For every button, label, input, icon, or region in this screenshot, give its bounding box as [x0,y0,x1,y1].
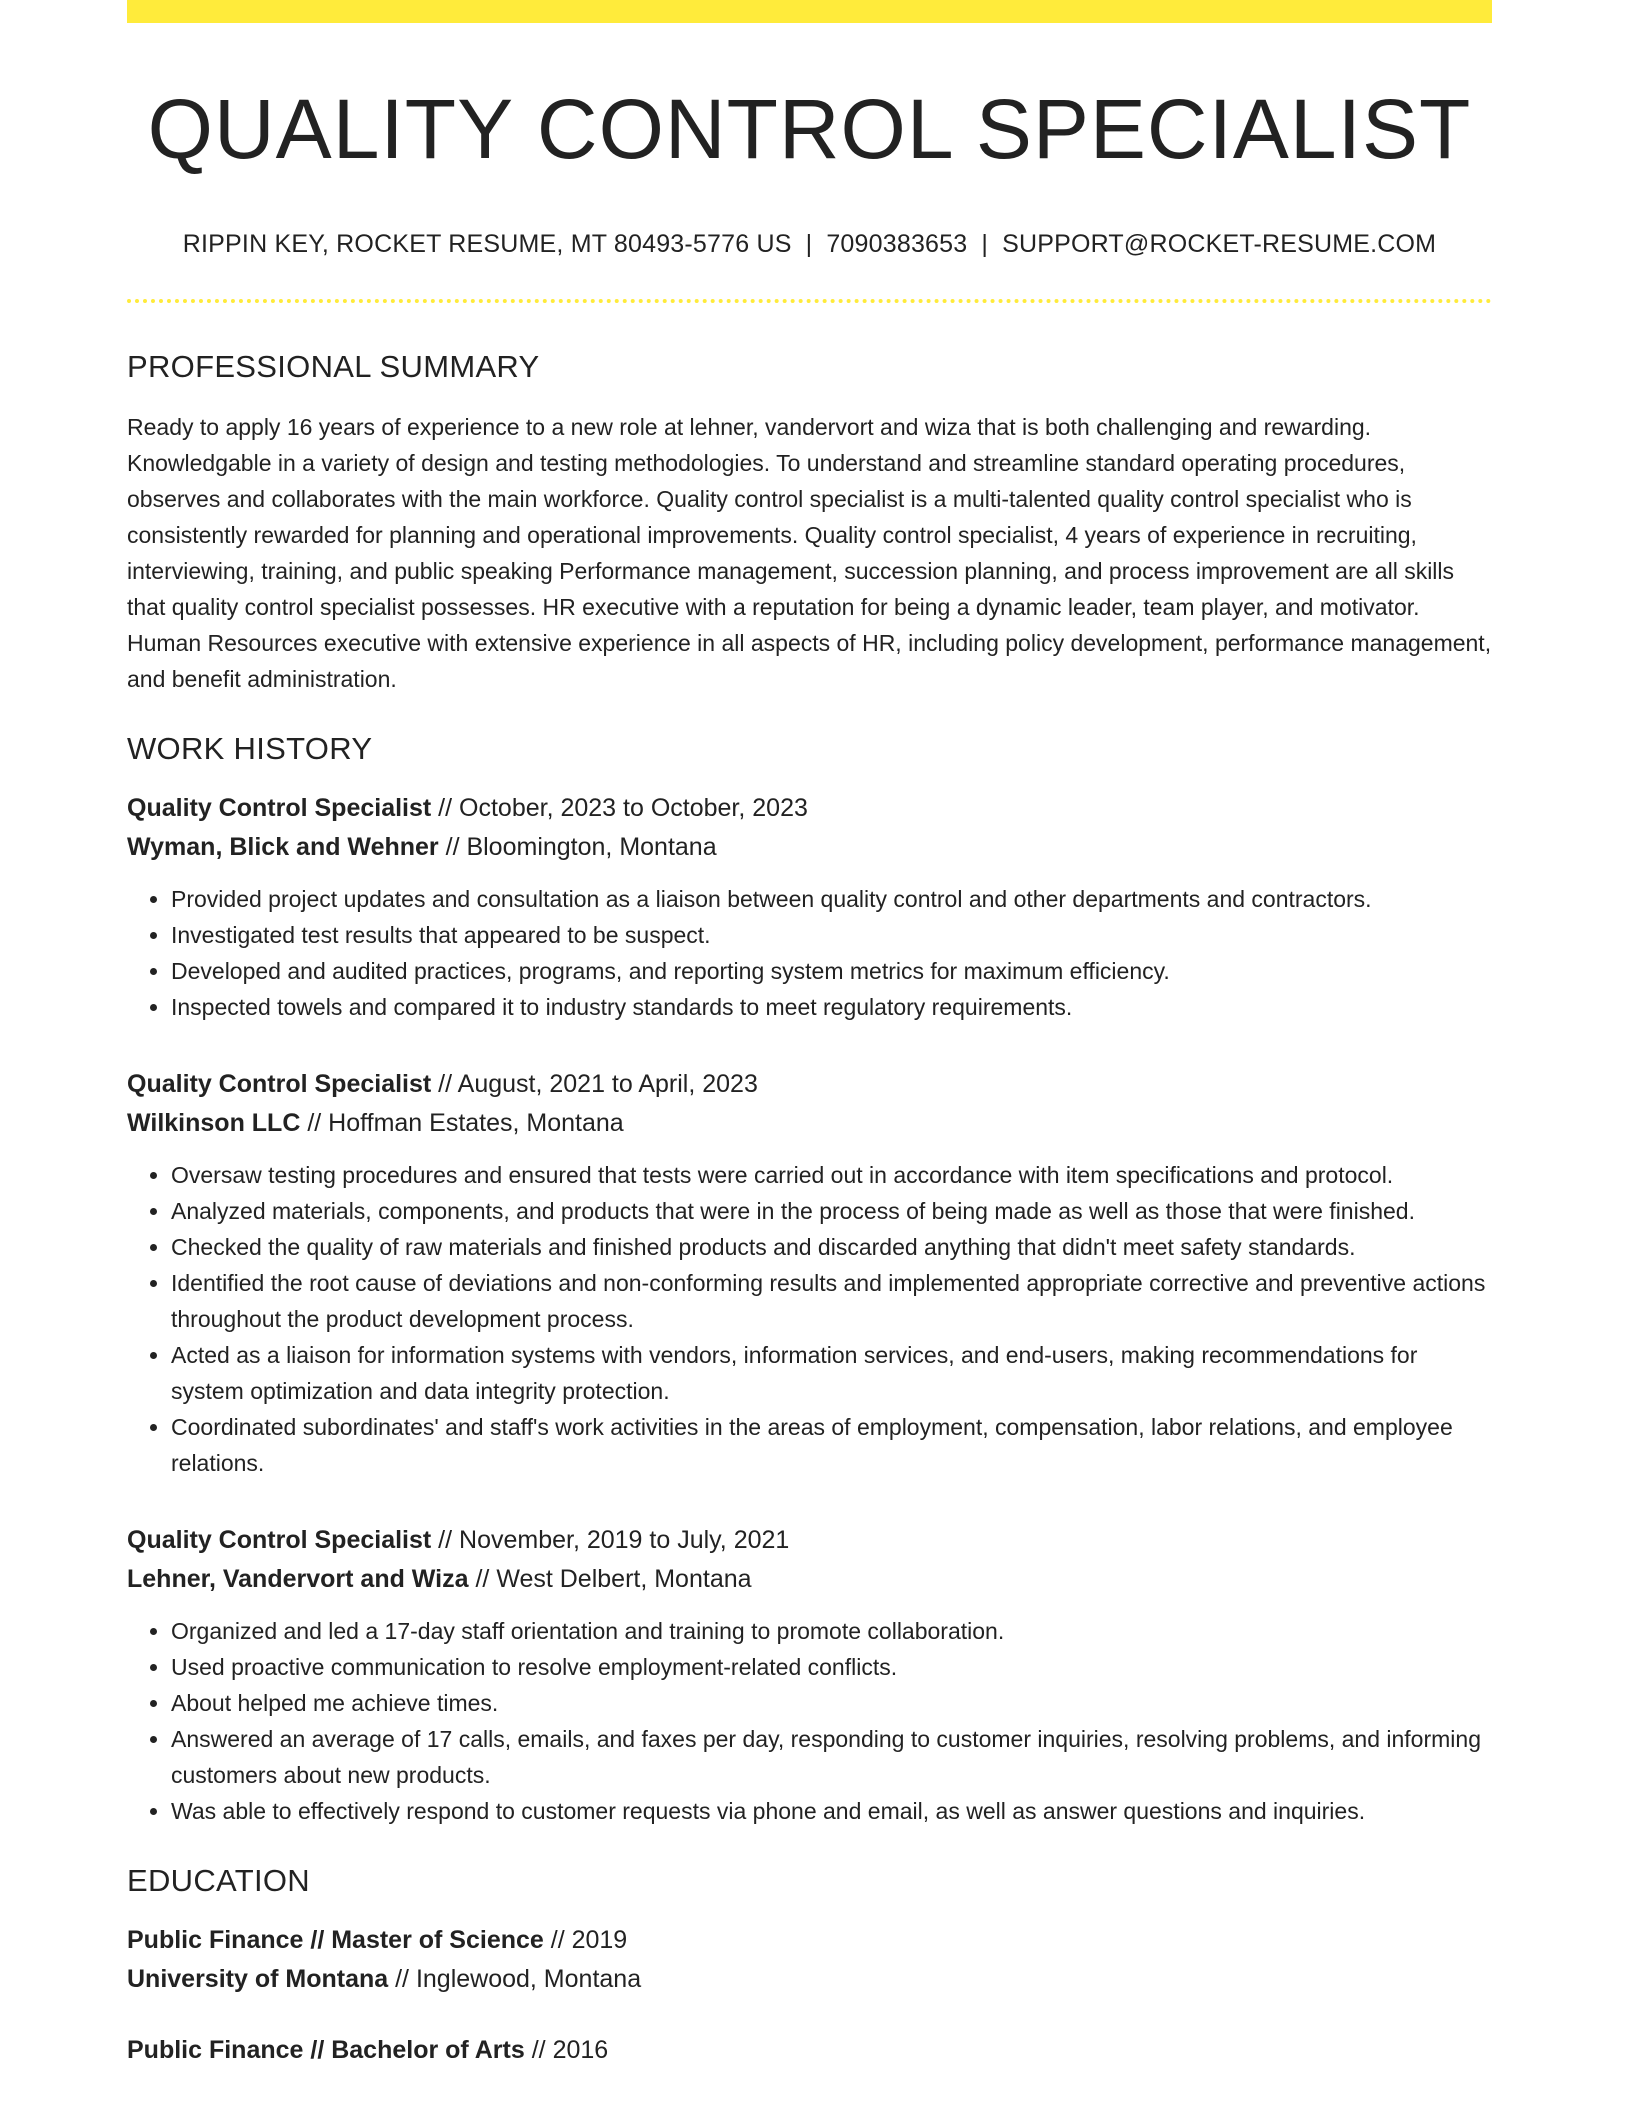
education-entry [127,1921,1492,1999]
job-company-line [127,1104,1492,1143]
school-line [127,1960,1492,1999]
job-bullet: • Oversaw testing procedures and ensured that tests were carried out in accordance with item specifications and protocol. [171,1157,1492,1193]
job-bullet: • Developed and audited practices, programs, and reporting system metrics for maximum efficiency. [171,953,1492,989]
job-dates: // November, 2019 to July, 2021 [431,1526,790,1555]
dotted-divider [127,299,1492,303]
job-location: // Bloomington, Montana [438,833,717,862]
job-bullet: • Was able to effectively respond to customer requests via phone and email, as well as answer questions and inquiries. [171,1793,1492,1829]
job-company-line [127,828,1492,867]
contact-line [127,230,1492,259]
degree-line [127,2031,1492,2070]
degree-year: // 2016 [524,2036,609,2065]
top-accent-bar [127,0,1492,23]
contact-separator: | [805,230,813,259]
job-title: Quality Control Specialist [127,1526,432,1555]
job-bullet: • Acted as a liaison for information systems with vendors, information services, and end-users, making recommendations for system optimization and data integrity protection. [171,1337,1492,1409]
contact-phone: 7090383653 [826,230,968,259]
resume-name: QUALITY CONTROL SPECIALIST [147,82,1472,176]
job-title: Quality Control Specialist [127,794,432,823]
contact-email: SUPPORT@ROCKET-RESUME.COM [1002,230,1437,259]
job-dates: // October, 2023 to October, 2023 [431,794,808,823]
job-dates: // August, 2021 to April, 2023 [431,1070,758,1099]
job-title-line [127,1065,1492,1104]
school-location: // Inglewood, Montana [388,1965,642,1994]
resume-page [127,0,1492,2070]
degree-line [127,1921,1492,1960]
job-bullet: • Identified the root cause of deviations and non-conforming results and implemented appropriate corrective and preventive actions throughout the product development process. [171,1265,1492,1337]
job-bullet: • Analyzed materials, components, and products that were in the process of being made as well as those that were finished. [171,1193,1492,1229]
job-entry [127,789,1492,1025]
job-title-line [127,1521,1492,1560]
job-location: // West Delbert, Montana [468,1565,752,1594]
education-heading: EDUCATION [127,1863,310,1899]
school: University of Montana [127,1965,389,1994]
job-title: Quality Control Specialist [127,1070,432,1099]
job-bullet: • Checked the quality of raw materials and finished products and discarded anything that didn't meet safety standards. [171,1229,1492,1265]
job-entry [127,1065,1492,1481]
job-bullet: • Investigated test results that appeared to be suspect. [171,917,1492,953]
job-bullet: • Provided project updates and consultation as a liaison between quality control and other departments and contractors. [171,881,1492,917]
degree: Public Finance // Bachelor of Arts [127,2036,525,2065]
education-entry [127,2031,1492,2070]
job-location: // Hoffman Estates, Montana [300,1109,624,1138]
job-bullets [127,1613,1492,1829]
job-company: Lehner, Vandervort and Wiza [127,1565,469,1594]
job-bullet: • Used proactive communication to resolve employment-related conflicts. [171,1649,1492,1685]
job-entry [127,1521,1492,1829]
degree: Public Finance // Master of Science [127,1926,544,1955]
job-bullet: • About helped me achieve times. [171,1685,1492,1721]
job-bullet: • Answered an average of 17 calls, emails, and faxes per day, responding to customer inquiries, resolving problems, and informing customers about new products. [171,1721,1492,1793]
contact-separator: | [981,230,989,259]
job-company-line [127,1560,1492,1599]
contact-address: RIPPIN KEY, ROCKET RESUME, MT 80493-5776 US [182,230,792,259]
job-bullet: • Organized and led a 17-day staff orientation and training to promote collaboration. [171,1613,1492,1649]
job-title-line [127,789,1492,828]
job-company: Wyman, Blick and Wehner [127,833,439,862]
job-bullet: • Inspected towels and compared it to industry standards to meet regulatory requirements. [171,989,1492,1025]
job-company: Wilkinson LLC [127,1109,301,1138]
job-bullet: • Coordinated subordinates' and staff's work activities in the areas of employment, compensation, labor relations, and employee relations. [171,1409,1492,1481]
work-history-heading: WORK HISTORY [127,731,373,767]
job-bullets [127,1157,1492,1481]
summary-heading: PROFESSIONAL SUMMARY [127,349,540,385]
summary-text: Ready to apply 16 years of experience to a new role at lehner, vandervort and wiza that is both challenging and rewarding. Knowledgable in a variety of design and testing methodologies. To understand and streamline standard operating procedures, observes and collaborates with the main workforce. Quality control specialist is a multi-talented quality control specialist who is consistently rewarded for planning and operational improvements. Quality control specialist, 4 years of experience in recruiting, interviewing, training, and public speaking Performance management, succession planning, and process improvement are all skills that quality control specialist possesses. HR executive with a reputation for being a dynamic leader, team player, and motivator. Human Resources executive with extensive experience in all aspects of HR, including policy development, performance management, and benefit administration. [127,414,1492,693]
degree-year: // 2019 [543,1926,628,1955]
job-bullets [127,881,1492,1025]
